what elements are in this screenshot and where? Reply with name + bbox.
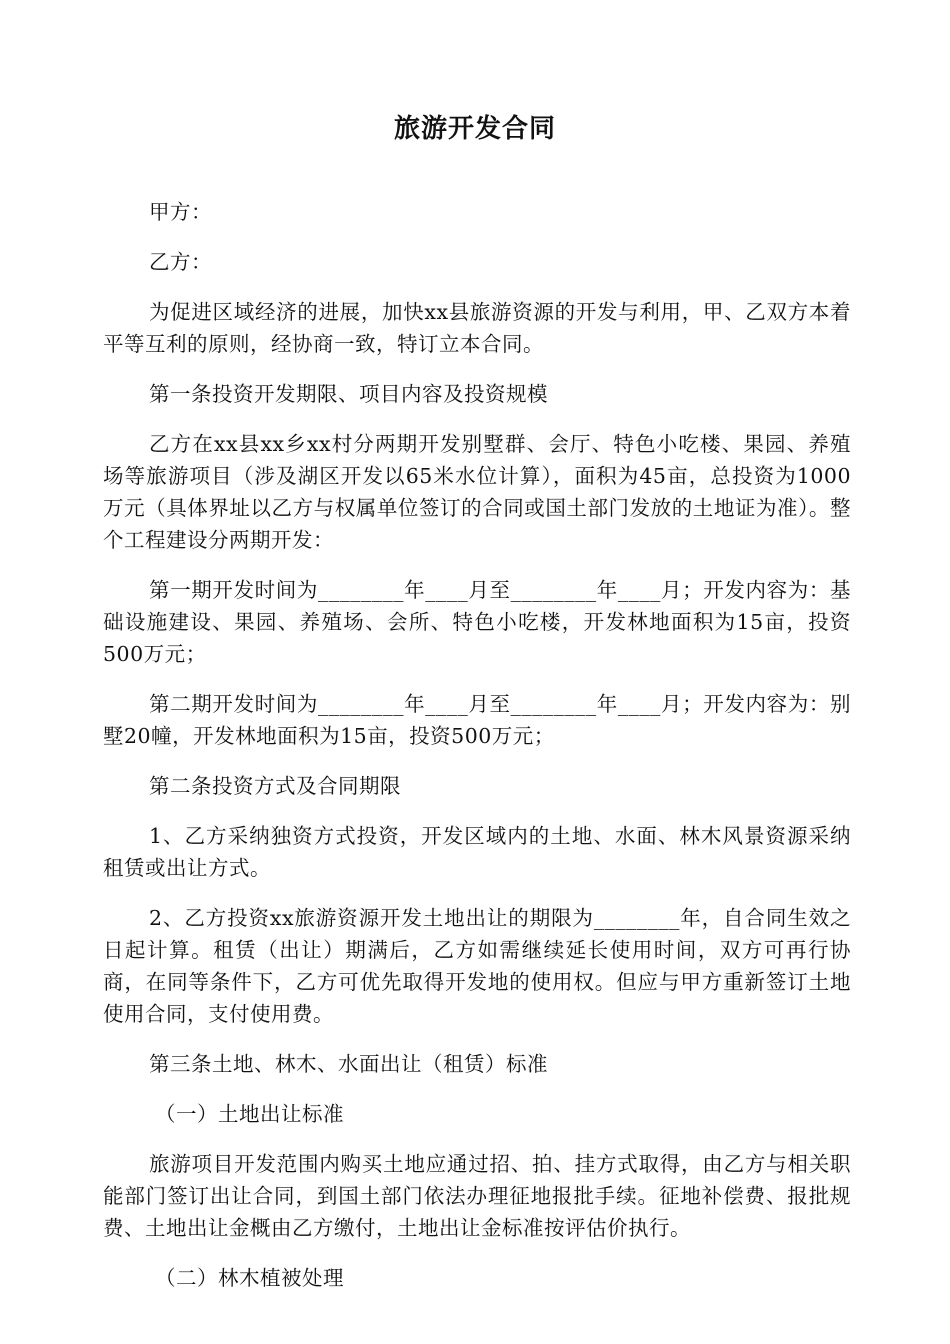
article-3-heading: 第三条土地、林木、水面出让（租赁）标准 <box>149 1052 548 1076</box>
document-title: 旅游开发合同 <box>393 114 556 144</box>
party-a-line: 甲方： <box>149 200 212 224</box>
land-standard-subheading: （一）土地出让标准 <box>155 1102 344 1126</box>
preamble-paragraph: 为促进区域经济的进展，加快xx县旅游资源的开发与利用，甲、乙双方本着平等互利的原则，经协商一致，特订立本合同。 <box>103 300 851 356</box>
article-2-heading: 第二条投资方式及合同期限 <box>149 774 401 798</box>
article-1-heading: 第一条投资开发期限、项目内容及投资规模 <box>149 382 548 406</box>
phase-1-paragraph: 第一期开发时间为________年____月至________年____月；开发内容为：基础设施建设、果园、养殖场、会所、特色小吃楼，开发林地面积为15亩，投资500万元； <box>103 578 851 666</box>
article-1-body: 乙方在xx县xx乡xx村分两期开发别墅群、会厅、特色小吃楼、果园、养殖场等旅游项目（涉及湖区开发以65米水位计算），面积为45亩，总投资为1000万元（具体界址以乙方与权属单位签订的合同或国土部门发放的土地证为准）。整个工程建设分两期开发： <box>103 432 851 552</box>
document-body <box>103 196 851 1312</box>
land-standard-body: 旅游项目开发范围内购买土地应通过招、拍、挂方式取得，由乙方与相关职能部门签订出让合同，到国土部门依法办理征地报批手续。征地补偿费、报批规费、土地出让金概由乙方缴付，土地出让金标准按评估价执行。 <box>103 1152 851 1240</box>
phase-2-paragraph: 第二期开发时间为________年____月至________年____月；开发内容为：别墅20幢，开发林地面积为15亩，投资500万元； <box>103 692 851 748</box>
article-2-clause-2: 2、乙方投资xx旅游资源开发土地出让的期限为________年，自合同生效之日起计算。租赁（出让）期满后，乙方如需继续延长使用时间，双方可再行协商，在同等条件下，乙方可优先取得开发地的使用权。但应与甲方重新签订土地使用合同，支付使用费。 <box>103 906 851 1026</box>
forest-handling-subheading: （二）林木植被处理 <box>155 1266 344 1290</box>
party-b-line: 乙方： <box>149 250 212 274</box>
article-2-clause-1: 1、乙方采纳独资方式投资，开发区域内的土地、水面、林木风景资源采纳租赁或出让方式。 <box>103 824 851 880</box>
